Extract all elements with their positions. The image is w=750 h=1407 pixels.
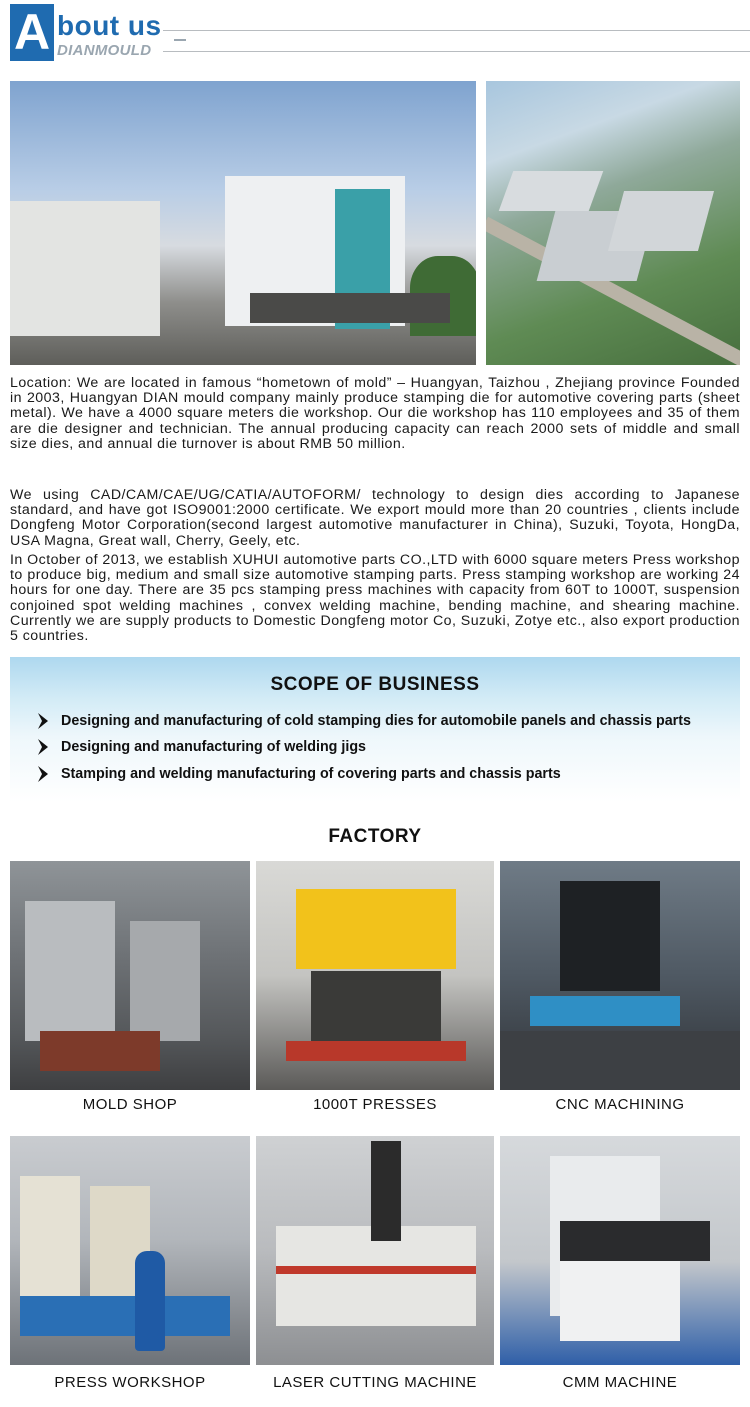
caption-press-workshop: PRESS WORKSHOP xyxy=(54,1374,206,1391)
cnc-machining-photo xyxy=(500,861,740,1090)
scope-of-business-panel xyxy=(10,657,740,802)
header-title-initial: A xyxy=(10,4,54,61)
caption-presses: 1000T PRESSES xyxy=(313,1096,437,1113)
caption-mold-shop: MOLD SHOP xyxy=(82,1096,178,1113)
chevron-right-icon xyxy=(36,737,52,757)
caption-cnc-machining: CNC MACHINING xyxy=(555,1096,685,1113)
caption-laser-cutting-machine: LASER CUTTING MACHINE xyxy=(273,1374,477,1391)
scope-item-text: Stamping and welding manufacturing of covering parts and chassis parts xyxy=(61,766,561,782)
company-building-photo xyxy=(10,81,476,365)
intro-paragraph-location: Location: We are located in famous “hometown of mold” – Huangyan, Taizhou , Zhejiang province Founded in 2003, Huangyan DIAN mould company mainly produce stamping die for automotive covering parts (sheet metal). We have a 4000 square meters die workshop. Our die workshop has 110 employees and 35 of them are die designer and technician. The annual producing capacity can reach 2000 sets of middle and small size dies, and annual die turnover is about RMB 50 million. xyxy=(10,375,740,452)
header-rule-bottom xyxy=(163,51,750,52)
mold-shop-photo xyxy=(10,861,250,1090)
factory-title: FACTORY xyxy=(328,826,422,847)
factory-aerial-photo xyxy=(486,81,740,365)
cmm-machine-photo xyxy=(500,1136,740,1365)
presses-photo xyxy=(256,861,494,1090)
press-workshop-photo xyxy=(10,1136,250,1365)
intro-paragraph-technology: We using CAD/CAM/CAE/UG/CATIA/AUTOFORM/ technology to design dies according to Japanese standard, and have got ISO9001:2000 certificate. We export mould more than 20 countries , clients include Dongfeng Motor Corporation(second largest automotive manufacturer in China), Suzuki, Toyota, HongDa, USA Magna, Great wall, Cherry, Geely, etc. xyxy=(10,487,740,549)
header-rule-accent xyxy=(174,39,186,41)
chevron-right-icon xyxy=(36,764,52,784)
scope-item-text: Designing and manufacturing of welding jigs xyxy=(61,739,367,755)
caption-cmm-machine: CMM MACHINE xyxy=(562,1374,678,1391)
header-subtitle: DIANMOULD xyxy=(57,42,152,59)
scope-title: SCOPE OF BUSINESS xyxy=(270,674,480,695)
scope-item xyxy=(36,711,691,731)
header-title: bout us xyxy=(57,10,162,41)
intro-paragraph-xuhui: In October of 2013, we establish XUHUI automotive parts CO.,LTD with 6000 square meters Press workshop to produce big, medium and small size automotive stamping parts. Press stamping workshop are working 24 hours for one day. There are 35 pcs stamping press machines with capacity from 60T to 1000T, suspension conjoined spot welding machines , convex welding machine, bending machine, and shearing machine. Currently we are supply products to Domestic Dongfeng motor Co, Suzuki, Zotye etc., also export production 5 countries. xyxy=(10,552,740,645)
about-us-header xyxy=(10,4,750,62)
scope-item-text: Designing and manufacturing of cold stamping dies for automobile panels and chassis parts xyxy=(61,713,691,729)
chevron-right-icon xyxy=(36,711,52,731)
laser-cutting-machine-photo xyxy=(256,1136,494,1365)
scope-item xyxy=(36,764,561,784)
scope-item xyxy=(36,737,366,757)
header-rule-top xyxy=(163,30,750,31)
